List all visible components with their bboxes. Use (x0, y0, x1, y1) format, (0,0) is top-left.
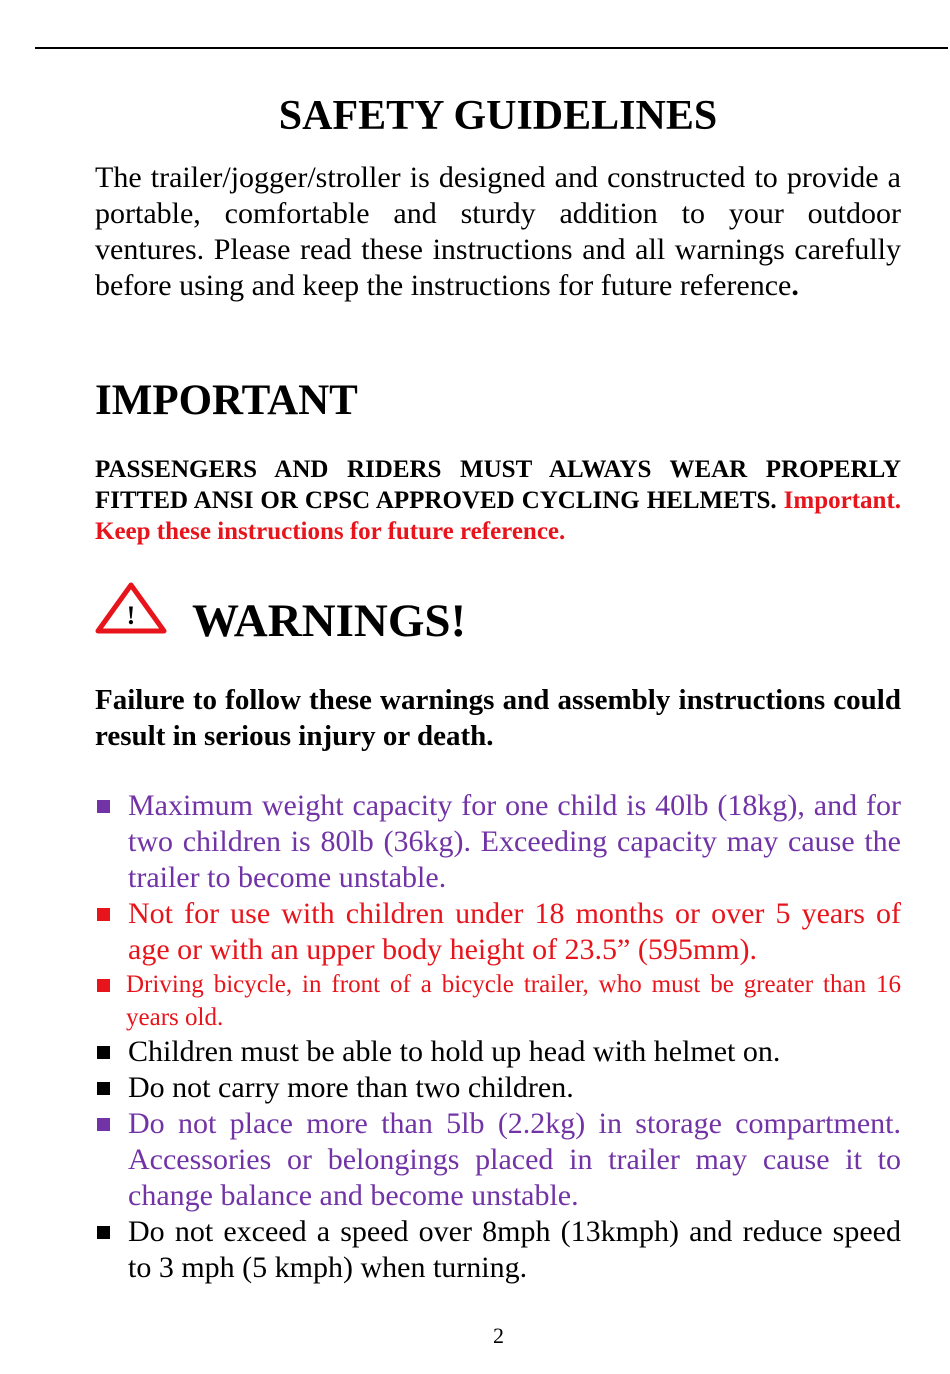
list-item (95, 788, 901, 896)
list-item-text: Driving bicycle, in front of a bicycle trailer, who must be greater than 16 years old. (126, 971, 901, 1031)
warning-mark: ! (126, 601, 136, 630)
list-item (95, 968, 901, 1034)
list-item-text: Do not place more than 5lb (2.2kg) in storage compartment. Accessories or belongings placed in trailer may cause it to change balance and become unstable. (128, 1107, 901, 1212)
intro-paragraph (95, 160, 901, 304)
bullet-square-icon (97, 1118, 110, 1131)
important-paragraph (95, 454, 901, 547)
important-heading: IMPORTANT (95, 377, 358, 424)
warnings-intro: Failure to follow these warnings and assembly instructions could result in serious injury or death. (95, 684, 901, 752)
bullet-square-icon (97, 800, 110, 813)
bullet-square-icon (97, 1046, 110, 1059)
intro-period: . (791, 269, 799, 302)
bullet-square-icon (97, 979, 110, 992)
keep-instructions-note: Important. Keep these instructions for future reference. (95, 487, 902, 545)
top-rule (35, 47, 948, 49)
list-item-text: Not for use with children under 18 months or over 5 years of age or with an upper body height of 23.5” (595mm). (128, 897, 901, 966)
warning-triangle-icon (95, 582, 167, 634)
list-item-text: Do not exceed a speed over 8mph (13kmph) and reduce speed to 3 mph (5 kmph) when turning. (128, 1215, 901, 1284)
list-item-text: Children must be able to hold up head with helmet on. (128, 1035, 781, 1068)
bullet-square-icon (97, 908, 110, 921)
intro-text: The trailer/jogger/stroller is designed and constructed to provide a portable, comfortable and sturdy addition to your outdoor ventures. Please read these instructions and all warnings carefully before using and keep the instructions for future reference (95, 161, 901, 302)
page-title: SAFETY GUIDELINES (278, 93, 718, 139)
warnings-heading: WARNINGS! (192, 595, 467, 647)
list-item (95, 1106, 901, 1214)
list-item (95, 1214, 901, 1286)
helmet-notice: PASSENGERS AND RIDERS MUST ALWAYS WEAR PROPERLY FITTED ANSI OR CPSC APPROVED CYCLING HELMETS. (95, 456, 901, 514)
list-item (95, 1070, 901, 1106)
page-number: 2 (493, 1323, 504, 1348)
list-item (95, 1034, 901, 1070)
list-item-text: Maximum weight capacity for one child is 40lb (18kg), and for two children is 80lb (36kg). Exceeding capacity may cause the trailer to become unstable. (128, 789, 901, 894)
list-item-text: Do not carry more than two children. (128, 1071, 574, 1104)
bullet-square-icon (97, 1082, 110, 1095)
warnings-list (95, 788, 901, 1286)
bullet-square-icon (97, 1226, 110, 1239)
list-item (95, 896, 901, 968)
